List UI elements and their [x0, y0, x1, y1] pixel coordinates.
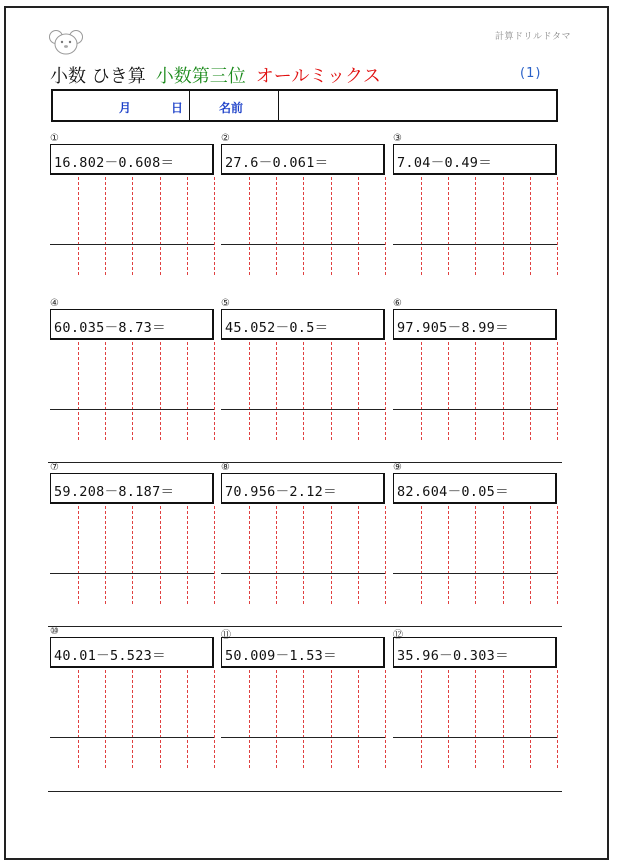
answer-line: [221, 244, 385, 245]
problem-3: [393, 133, 559, 273]
digit-guide-line: [385, 670, 386, 768]
day-label: 日: [171, 101, 184, 115]
digit-guide-line: [249, 506, 250, 604]
digit-guide-line: [358, 177, 359, 275]
answer-line: [393, 409, 557, 410]
title-part-3: オールミックス: [255, 66, 381, 87]
digit-guide-line: [132, 506, 133, 604]
digit-guide-line: [105, 670, 106, 768]
work-area[interactable]: [221, 670, 387, 768]
problem-expression: 35.96－0.303＝: [393, 637, 557, 668]
digit-guide-line: [214, 506, 215, 604]
digit-guide-line: [160, 177, 161, 275]
work-area[interactable]: [221, 506, 387, 604]
digit-guide-line: [448, 177, 449, 275]
digit-guide-line: [160, 342, 161, 440]
problem-7: [50, 462, 216, 602]
name-label: 名前: [219, 101, 244, 115]
digit-guide-line: [105, 506, 106, 604]
digit-guide-line: [249, 670, 250, 768]
answer-line: [221, 737, 385, 738]
problem-number: ⑥: [393, 298, 402, 309]
digit-guide-line: [557, 670, 558, 768]
digit-guide-line: [303, 342, 304, 440]
problem-4: [50, 298, 216, 438]
digit-guide-line: [331, 506, 332, 604]
answer-line: [221, 573, 385, 574]
digit-guide-line: [385, 342, 386, 440]
problem-number: ⑤: [221, 298, 230, 309]
name-date-box: [51, 89, 558, 122]
problem-expression: 45.052－0.5＝: [221, 309, 385, 340]
problem-expression: 70.956－2.12＝: [221, 473, 385, 504]
digit-guide-line: [503, 177, 504, 275]
problem-expression: 82.604－0.05＝: [393, 473, 557, 504]
digit-guide-line: [78, 177, 79, 275]
digit-guide-line: [187, 342, 188, 440]
digit-guide-line: [475, 177, 476, 275]
work-area[interactable]: [221, 177, 387, 275]
digit-guide-line: [475, 670, 476, 768]
work-area[interactable]: [50, 342, 216, 440]
digit-guide-line: [78, 342, 79, 440]
problem-expression: 59.208－8.187＝: [50, 473, 214, 504]
work-area[interactable]: [50, 670, 216, 768]
digit-guide-line: [303, 506, 304, 604]
digit-guide-line: [530, 670, 531, 768]
digit-guide-line: [132, 177, 133, 275]
digit-guide-line: [421, 177, 422, 275]
digit-guide-line: [448, 506, 449, 604]
work-area[interactable]: [393, 342, 559, 440]
problem-11: [221, 626, 387, 766]
digit-guide-line: [276, 506, 277, 604]
digit-guide-line: [276, 342, 277, 440]
digit-guide-line: [503, 670, 504, 768]
digit-guide-line: [421, 670, 422, 768]
digit-guide-line: [331, 342, 332, 440]
digit-guide-line: [160, 506, 161, 604]
digit-guide-line: [358, 342, 359, 440]
answer-line: [50, 737, 214, 738]
work-area[interactable]: [50, 506, 216, 604]
digit-guide-line: [105, 177, 106, 275]
brand-text: 計算ドリルドタマ: [494, 32, 571, 42]
digit-guide-line: [503, 506, 504, 604]
digit-guide-line: [448, 342, 449, 440]
digit-guide-line: [448, 670, 449, 768]
work-area[interactable]: [50, 177, 216, 275]
name-label-cell: [190, 91, 279, 120]
problem-number: ⑪: [221, 630, 231, 641]
page-title: [50, 62, 391, 88]
problem-2: [221, 133, 387, 273]
title-part-2: 小数第三位: [155, 66, 246, 87]
digit-guide-line: [78, 506, 79, 604]
problem-12: [393, 626, 559, 766]
digit-guide-line: [530, 506, 531, 604]
digit-guide-line: [187, 177, 188, 275]
digit-guide-line: [78, 670, 79, 768]
digit-guide-line: [475, 342, 476, 440]
name-field[interactable]: [279, 91, 556, 120]
problem-number: ⑩: [50, 626, 59, 637]
digit-guide-line: [421, 342, 422, 440]
row-separator: [48, 791, 562, 792]
digit-guide-line: [105, 342, 106, 440]
answer-line: [221, 409, 385, 410]
problem-expression: 60.035－8.73＝: [50, 309, 214, 340]
mouse-logo-icon: [48, 28, 84, 56]
digit-guide-line: [421, 506, 422, 604]
digit-guide-line: [557, 177, 558, 275]
digit-guide-line: [187, 506, 188, 604]
digit-guide-line: [385, 506, 386, 604]
problem-expression: 16.802－0.608＝: [50, 144, 214, 175]
row-separator: [48, 626, 562, 627]
digit-guide-line: [331, 670, 332, 768]
problem-expression: 27.6－0.061＝: [221, 144, 385, 175]
digit-guide-line: [530, 177, 531, 275]
work-area[interactable]: [221, 342, 387, 440]
problem-expression: 97.905－8.99＝: [393, 309, 557, 340]
digit-guide-line: [503, 342, 504, 440]
problem-1: [50, 133, 216, 273]
work-area[interactable]: [393, 670, 559, 768]
digit-guide-line: [132, 670, 133, 768]
answer-line: [50, 409, 214, 410]
problem-number: ⑦: [50, 462, 59, 473]
digit-guide-line: [249, 342, 250, 440]
digit-guide-line: [214, 670, 215, 768]
digit-guide-line: [276, 670, 277, 768]
problem-number: ⑧: [221, 462, 230, 473]
digit-guide-line: [331, 177, 332, 275]
digit-guide-line: [303, 670, 304, 768]
digit-guide-line: [187, 670, 188, 768]
digit-guide-line: [475, 506, 476, 604]
problem-8: [221, 462, 387, 602]
work-area[interactable]: [393, 506, 559, 604]
digit-guide-line: [385, 177, 386, 275]
digit-guide-line: [214, 342, 215, 440]
problem-number: ③: [393, 133, 402, 144]
answer-line: [393, 737, 557, 738]
problem-number: ④: [50, 298, 59, 309]
problem-expression: 50.009－1.53＝: [221, 637, 385, 668]
digit-guide-line: [249, 177, 250, 275]
problem-number: ①: [50, 133, 59, 144]
digit-guide-line: [557, 342, 558, 440]
digit-guide-line: [358, 506, 359, 604]
problem-6: [393, 298, 559, 438]
title-part-1: 小数 ひき算: [50, 66, 146, 87]
answer-line: [393, 244, 557, 245]
digit-guide-line: [557, 506, 558, 604]
problem-5: [221, 298, 387, 438]
problem-expression: 40.01－5.523＝: [50, 637, 214, 668]
row-separator: [48, 462, 562, 463]
problem-number: ⑨: [393, 462, 402, 473]
digit-guide-line: [303, 177, 304, 275]
digit-guide-line: [276, 177, 277, 275]
page-number: (1): [520, 66, 542, 81]
date-field[interactable]: [53, 91, 190, 120]
work-area[interactable]: [393, 177, 559, 275]
answer-line: [50, 244, 214, 245]
digit-guide-line: [132, 342, 133, 440]
problem-10: [50, 626, 216, 766]
month-label: 月: [119, 101, 132, 115]
digit-guide-line: [530, 342, 531, 440]
answer-line: [50, 573, 214, 574]
problem-9: [393, 462, 559, 602]
problem-number: ②: [221, 133, 230, 144]
digit-guide-line: [358, 670, 359, 768]
digit-guide-line: [214, 177, 215, 275]
problem-number: ⑫: [393, 630, 403, 641]
digit-guide-line: [160, 670, 161, 768]
answer-line: [393, 573, 557, 574]
problem-expression: 7.04－0.49＝: [393, 144, 557, 175]
